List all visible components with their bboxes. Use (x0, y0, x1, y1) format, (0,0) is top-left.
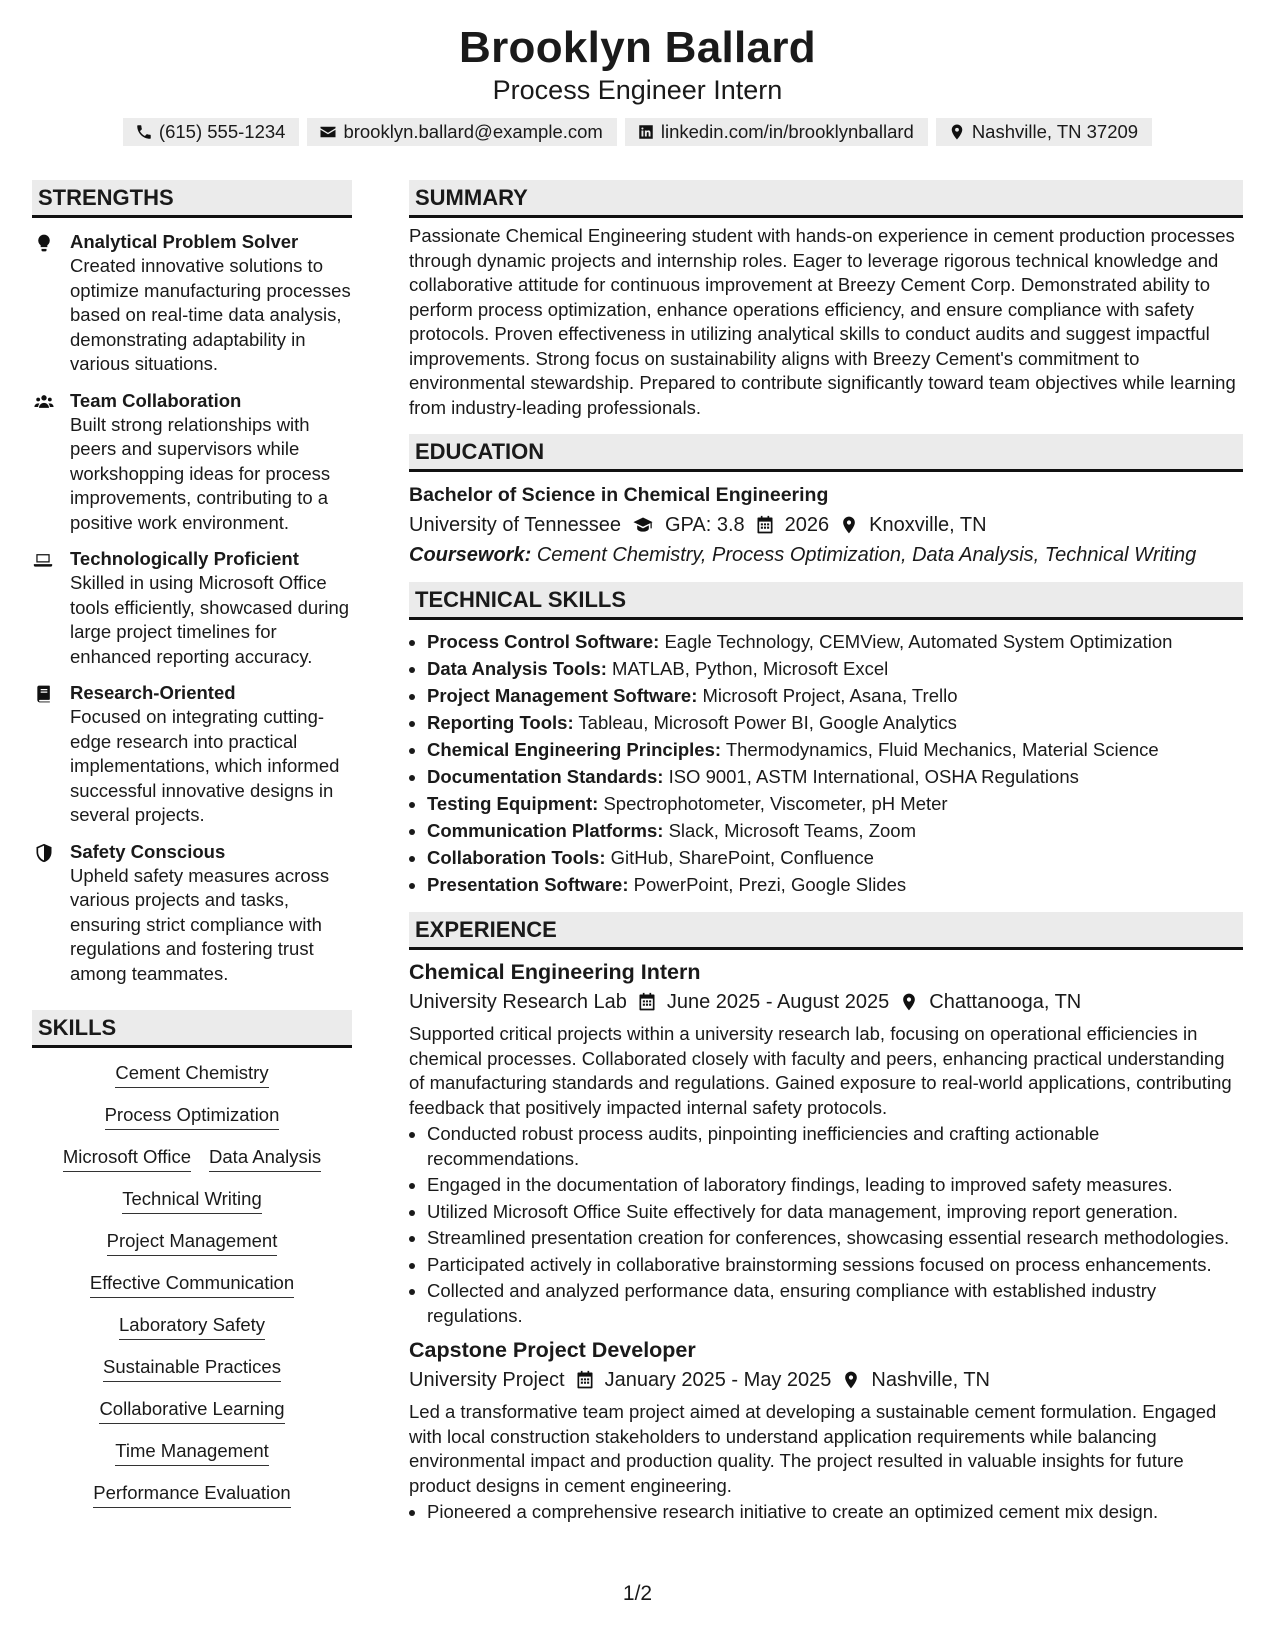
list-item: • Utilized Microsoft Office Suite effectively for data management, improving report generation. (427, 1200, 1243, 1225)
linkedin-icon (637, 123, 655, 141)
graduation-cap-icon (631, 515, 655, 535)
job-org: University Project (409, 1369, 565, 1391)
skill-tag: Effective Communication (90, 1272, 294, 1298)
right-column (409, 180, 1243, 1525)
job-meta (409, 988, 1243, 1016)
list-item (427, 682, 1243, 709)
coursework-list: Cement Chemistry, Process Optimization, Data Analysis, Technical Writing (536, 544, 1197, 566)
list-item: • Participated actively in collaborative brainstorming sessions focused on process enhancements. (427, 1253, 1243, 1278)
skill-tag: Microsoft Office (63, 1146, 191, 1172)
calendar-icon (637, 992, 657, 1012)
skill-tag: Data Analysis (209, 1146, 321, 1172)
strength-item (32, 547, 352, 669)
list-item: • Streamlined presentation creation for conferences, showcasing essential research methodologies. (427, 1226, 1243, 1251)
strength-title: Team Collaboration (70, 389, 242, 411)
strength-desc: Created innovative solutions to optimize manufacturing processes based on real-time data analysis, demonstrating adaptability in various situations. (70, 255, 351, 374)
graduation-year: 2026 (784, 514, 830, 536)
tech-skill-label: Process Control Software: (427, 631, 660, 652)
tech-skill-value: Eagle Technology, CEMView, Automated System Optimization (664, 631, 1173, 652)
strength-desc: Focused on integrating cutting-edge research into practical implementations, which informed successful innovative designs in several projects. (70, 706, 340, 825)
summary-text: Passionate Chemical Engineering student with hands-on experience in cement production processes through dynamic projects and internship roles. Eager to leverage rigorous technical knowledge and collaborative attitude for continuous improvement at Breezy Cement Corp. Demonstrated ability to perform process optimization, enhance operations efficiency, and ensure compliance with safety protocols. Proven effectiveness in utilizing analytical skills to conduct audits and suggest impactful improvements. Strong focus on sustainability aligns with Breezy Cement's commitment to environmental stewardship. Prepared to contribute significantly toward team objectives while learning from industry-leading professionals. (409, 225, 1236, 418)
gpa: GPA: 3.8 (664, 514, 745, 536)
list-item (427, 790, 1243, 817)
envelope-icon (319, 123, 337, 141)
list-item: • Pioneered a comprehensive research initiative to create an optimized cement mix design. (427, 1500, 1243, 1525)
job-entry (409, 1336, 1243, 1525)
email-text: brooklyn.ballard@example.com (343, 121, 603, 142)
page-number: 1/2 (622, 1582, 653, 1605)
list-item: • Conducted robust process audits, pinpointing inefficiencies and crafting actionable recommendations. (427, 1122, 1243, 1171)
map-marker-icon (948, 123, 966, 141)
location-text: Nashville, TN 37209 (971, 121, 1139, 142)
job-location: Chattanooga, TN (929, 991, 1082, 1013)
skill-tag: Performance Evaluation (93, 1482, 290, 1508)
job-org: University Research Lab (409, 991, 627, 1013)
tech-skill-label: Reporting Tools: (427, 712, 574, 733)
left-column (32, 180, 352, 1524)
phone-icon (135, 123, 153, 141)
map-marker-icon (839, 515, 859, 535)
candidate-title: Process Engineer Intern (492, 75, 783, 105)
contact-email[interactable] (307, 118, 616, 146)
coursework-label: Coursework: (409, 544, 532, 566)
job-description: Supported critical projects within a university research lab, focusing on operational efficiencies in chemical processes. Collaborated closely with faculty and peers, enhancing practical understanding of manufacturing standards and regulations. Gained exposure to real-world applications, contributing feedback that positively impacted internal safety protocols. (409, 1023, 1232, 1118)
skill-tag: Laboratory Safety (119, 1314, 265, 1340)
resume-header (0, 0, 1275, 146)
candidate-name: Brooklyn Ballard (459, 23, 816, 72)
strength-item (32, 840, 352, 987)
contact-linkedin[interactable] (625, 118, 928, 146)
contact-bar (0, 118, 1275, 146)
calendar-icon (755, 515, 775, 535)
job-title: Chemical Engineering Intern (409, 960, 701, 984)
strength-item (32, 681, 352, 828)
strength-desc: Upheld safety measures across various projects and tasks, ensuring strict compliance with regulations and fostering trust among teammates. (70, 864, 330, 984)
tech-skill-value: Tableau, Microsoft Power BI, Google Analytics (578, 712, 957, 733)
tech-skill-label: Testing Equipment: (427, 793, 599, 814)
list-item: • Engaged in the documentation of laboratory findings, leading to improved safety measures. (427, 1173, 1243, 1198)
list-item (427, 709, 1243, 736)
calendar-icon (575, 1370, 595, 1390)
tech-skill-value: PowerPoint, Prezi, Google Slides (633, 874, 907, 895)
technical-skills-list (409, 628, 1243, 898)
job-meta (409, 1366, 1243, 1394)
list-item (427, 844, 1243, 871)
education-details (409, 512, 1243, 538)
strength-title: Technologically Proficient (70, 548, 299, 569)
tech-skill-label: Data Analysis Tools: (427, 658, 607, 679)
tech-skill-label: Collaboration Tools: (427, 847, 606, 868)
strength-desc: Built strong relationships with peers and supervisors while workshopping ideas for process improvements, contributing to a positive work environment. (70, 413, 331, 533)
tech-skill-value: ISO 9001, ASTM International, OSHA Regulations (668, 766, 1079, 787)
skills-heading: SKILLS (32, 1010, 352, 1048)
skill-tag: Collaborative Learning (99, 1398, 284, 1424)
list-item: • Collected and analyzed performance data, ensuring compliance with established industry regulations. (427, 1279, 1243, 1328)
shield-icon (34, 843, 54, 863)
skills-list (32, 1062, 352, 1508)
tech-skill-label: Project Management Software: (427, 685, 698, 706)
list-item (427, 655, 1243, 682)
job-dates: June 2025 - August 2025 (666, 991, 890, 1013)
job-location: Nashville, TN (871, 1369, 990, 1391)
map-marker-icon (899, 992, 919, 1012)
tech-skill-label: Communication Platforms: (427, 820, 664, 841)
list-item (427, 628, 1243, 655)
lightbulb-icon (34, 233, 54, 253)
job-bullets (409, 1122, 1243, 1328)
book-icon (34, 684, 54, 704)
skill-tag: Cement Chemistry (115, 1062, 268, 1088)
phone-text: (615) 555-1234 (158, 121, 286, 142)
job-title: Capstone Project Developer (409, 1338, 696, 1362)
tech-skill-label: Presentation Software: (427, 874, 629, 895)
tech-skill-value: Microsoft Project, Asana, Trello (702, 685, 958, 706)
tech-skill-label: Chemical Engineering Principles: (427, 739, 722, 760)
school-name: University of Tennessee (409, 514, 621, 536)
laptop-icon (32, 550, 54, 570)
coursework (409, 542, 1243, 568)
education-heading: EDUCATION (409, 434, 1243, 472)
tech-skill-value: MATLAB, Python, Microsoft Excel (612, 658, 889, 679)
strength-title: Analytical Problem Solver (70, 231, 299, 252)
skill-tag: Sustainable Practices (103, 1356, 281, 1382)
technical-skills-heading: TECHNICAL SKILLS (409, 582, 1243, 620)
tech-skill-value: Spectrophotometer, Viscometer, pH Meter (603, 793, 948, 814)
strength-item (32, 389, 352, 536)
experience-heading: EXPERIENCE (409, 912, 1243, 950)
strength-desc: Skilled in using Microsoft Office tools efficiently, showcased during large project timelines for enhanced reporting accuracy. (70, 572, 350, 667)
job-description: Led a transformative team project aimed at developing a sustainable cement formulation. Engaged with local construction stakeholders to understand application requirements while balancing environmental impact and production quality. The project resulted in valuable insights for future product designs in cement engineering. (409, 1401, 1217, 1496)
strength-item (32, 230, 352, 377)
linkedin-text: linkedin.com/in/brooklynballard (660, 121, 914, 142)
skill-tag: Technical Writing (122, 1188, 262, 1214)
tech-skill-value: GitHub, SharePoint, Confluence (610, 847, 874, 868)
skill-tag: Process Optimization (105, 1104, 280, 1130)
job-entry (409, 958, 1243, 1328)
list-item (427, 871, 1243, 898)
list-item (427, 817, 1243, 844)
tech-skill-value: Slack, Microsoft Teams, Zoom (668, 820, 916, 841)
education-location: Knoxville, TN (869, 514, 987, 536)
strengths-heading: STRENGTHS (32, 180, 352, 218)
users-icon (32, 392, 56, 412)
job-dates: January 2025 - May 2025 (604, 1369, 832, 1391)
contact-location (936, 118, 1152, 146)
list-item (427, 736, 1243, 763)
list-item (427, 763, 1243, 790)
tech-skill-label: Documentation Standards: (427, 766, 664, 787)
tech-skill-value: Thermodynamics, Fluid Mechanics, Material Science (725, 739, 1159, 760)
job-bullets (409, 1500, 1243, 1525)
contact-phone[interactable] (123, 118, 300, 146)
strength-title: Safety Conscious (70, 840, 226, 862)
skill-tag: Project Management (107, 1230, 278, 1256)
summary-heading: SUMMARY (409, 180, 1243, 218)
map-marker-icon (841, 1370, 861, 1390)
strength-title: Research-Oriented (70, 682, 236, 703)
skill-tag: Time Management (115, 1440, 269, 1466)
degree: Bachelor of Science in Chemical Engineering (409, 484, 829, 506)
